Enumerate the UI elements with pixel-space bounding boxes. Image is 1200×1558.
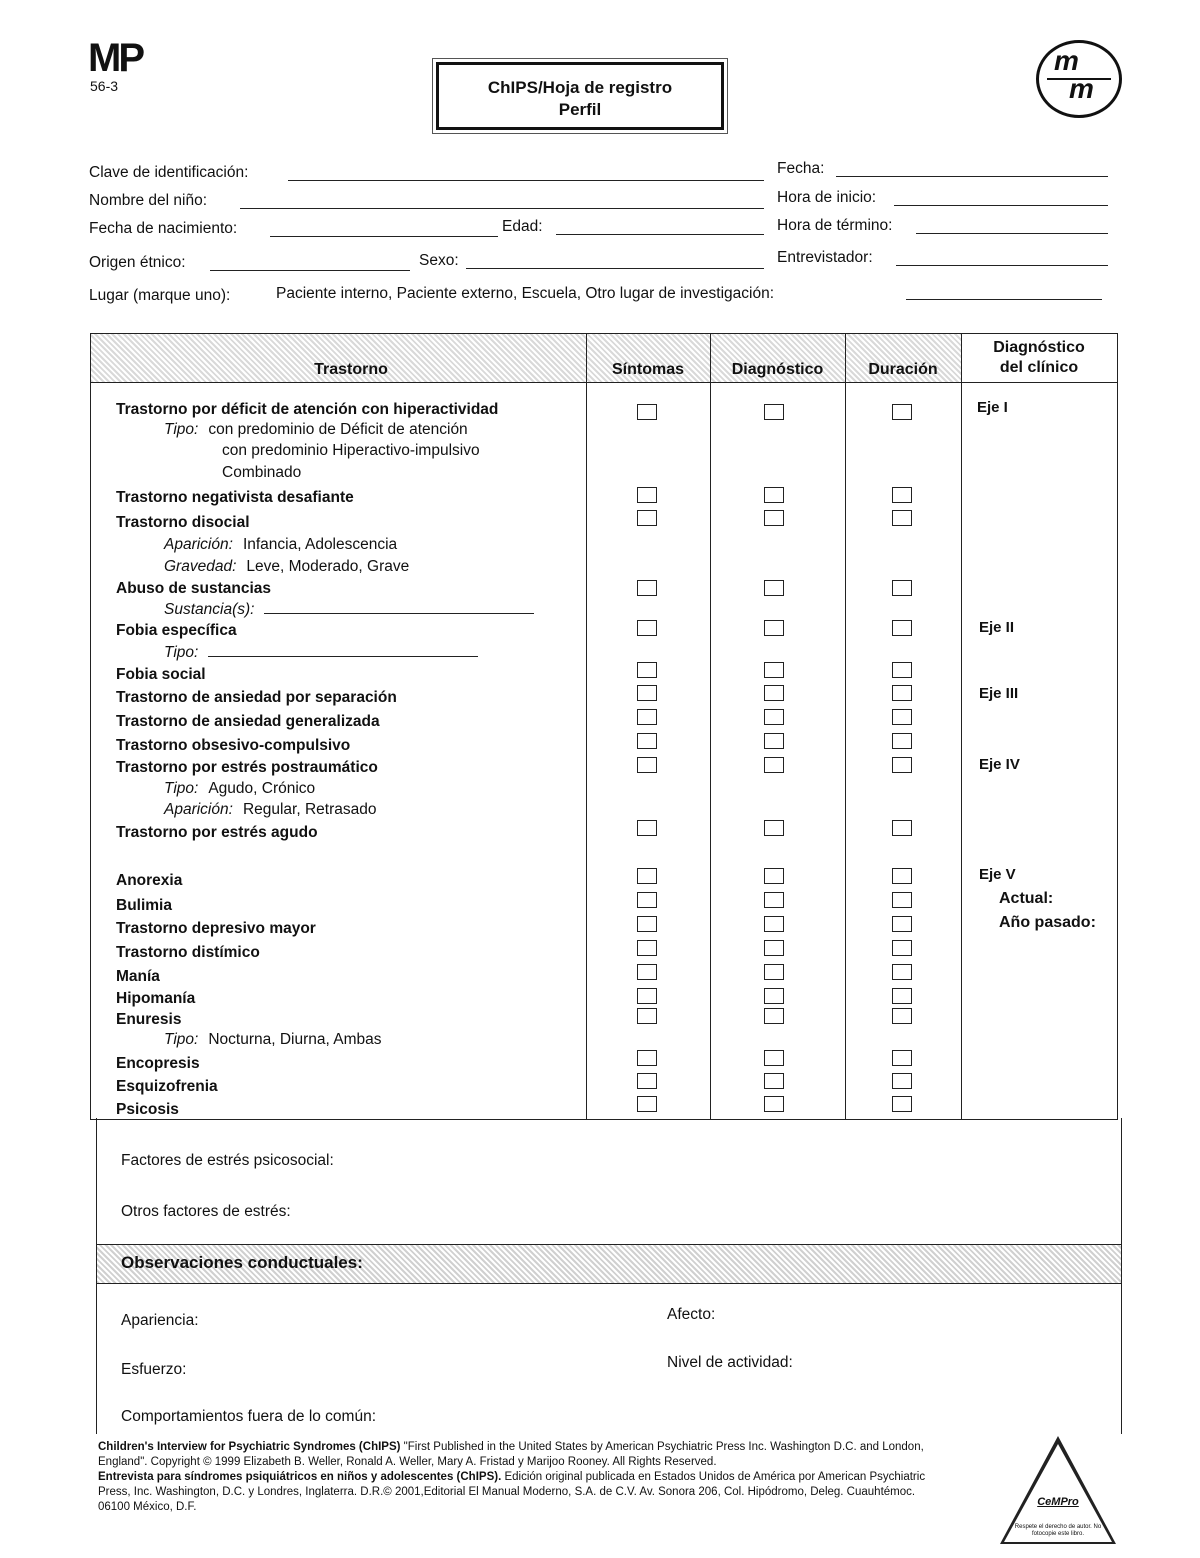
disorder-name: Esquizofrenia: [116, 1078, 218, 1095]
disorder-row: [222, 464, 301, 482]
disorder-row: [116, 401, 498, 419]
disorder-subtype: Combinado: [222, 464, 302, 481]
disorder-name: Fobia social: [116, 666, 206, 683]
disorder-name: Trastorno obsesivo-compulsivo: [116, 737, 351, 754]
birth-date-label: Fecha de nacimiento:: [89, 220, 238, 237]
disorder-subfield-value: Leve, Moderado, Grave: [246, 558, 410, 575]
checkbox-diagnosis[interactable]: [764, 1008, 784, 1024]
disorder-name: Trastorno de ansiedad por separación: [116, 689, 397, 706]
footer-english-title: Children's Interview for Psychiatric Syndromes (ChIPS): [98, 1441, 401, 1453]
disorder-row: [116, 920, 316, 938]
checkbox-diagnosis[interactable]: [764, 404, 784, 420]
checkbox-diagnosis[interactable]: [764, 709, 784, 725]
footer-spanish-title: Entrevista para síndromes psiquiátricos en niños y adolescentes (ChIPS).: [98, 1471, 502, 1483]
disorder-row: [116, 944, 260, 962]
affect-label: Afecto:: [667, 1306, 716, 1323]
axis-5-last-year: Año pasado:: [999, 914, 1096, 931]
disorder-row: [164, 536, 397, 554]
ethnic-label: Origen étnico:: [89, 254, 186, 271]
axis-5: Eje V: [979, 866, 1016, 883]
disorder-subfield-label: Gravedad:: [164, 558, 237, 575]
col-header-symptoms: Síntomas: [611, 361, 684, 378]
fill-in-line[interactable]: [264, 601, 534, 614]
ethnic-field[interactable]: [210, 270, 410, 271]
checkbox-duration[interactable]: [892, 580, 912, 596]
checkbox-symptoms[interactable]: [637, 1050, 657, 1066]
disorder-name: Trastorno de ansiedad generalizada: [116, 713, 380, 730]
checkbox-duration[interactable]: [892, 1073, 912, 1089]
disorder-row: [164, 644, 478, 662]
disorder-name: Trastorno por estrés agudo: [116, 824, 318, 841]
checkbox-diagnosis[interactable]: [764, 620, 784, 636]
disorder-name: Trastorno depresivo mayor: [116, 920, 316, 937]
checkbox-diagnosis[interactable]: [764, 988, 784, 1004]
checkbox-symptoms[interactable]: [637, 510, 657, 526]
title-box: [436, 62, 724, 130]
checkbox-diagnosis[interactable]: [764, 868, 784, 884]
disorder-name: Trastorno disocial: [116, 514, 250, 531]
checkbox-symptoms[interactable]: [637, 685, 657, 701]
col-header-diagnosis: Diagnóstico: [731, 361, 824, 378]
checkbox-duration[interactable]: [892, 620, 912, 636]
checkbox-duration[interactable]: [892, 940, 912, 956]
disorder-name: Manía: [116, 968, 160, 985]
disorder-name: Trastorno por déficit de atención con hiperactividad: [116, 401, 499, 418]
disorder-name: Encopresis: [116, 1055, 200, 1072]
disorder-row: [116, 689, 397, 707]
end-time-label: Hora de término:: [777, 217, 893, 234]
age-field[interactable]: [556, 234, 764, 235]
end-time-field[interactable]: [916, 233, 1108, 234]
disorder-subfield-label: Sustancia(s):: [164, 601, 255, 618]
appearance-label: Apariencia:: [121, 1312, 199, 1329]
disorder-row: [116, 990, 195, 1008]
disorder-row: [164, 558, 409, 576]
start-time-label: Hora de inicio:: [777, 189, 877, 206]
disorder-row: [164, 801, 377, 819]
disorder-row: [116, 713, 380, 731]
checkbox-symptoms[interactable]: [637, 916, 657, 932]
axis-5-current: Actual:: [999, 890, 1054, 907]
checkbox-duration[interactable]: [892, 892, 912, 908]
disorder-row: [164, 421, 468, 439]
place-label: Lugar (marque uno):: [89, 287, 231, 304]
disorder-subfield-value: Nocturna, Diurna, Ambas: [208, 1031, 382, 1048]
checkbox-duration[interactable]: [892, 1008, 912, 1024]
checkbox-diagnosis[interactable]: [764, 916, 784, 932]
date-field[interactable]: [836, 176, 1108, 177]
checkbox-diagnosis[interactable]: [764, 757, 784, 773]
disorder-row: [116, 824, 318, 842]
footer-spanish-text: Edición original publicada en Estados Unidos de América por American Psychiatric Press, Inc. Washington, D.C. y Londres, Inglaterra. D.R.© 2001,Editorial El Manual Moderno, S.A. de C.V. Av. Sonora 206, Col. Hipódromo, Deleg. Cuauhtémoc. 06100 México, D.F.: [98, 1471, 926, 1513]
child-name-field[interactable]: [240, 208, 764, 209]
id-label: Clave de identificación:: [89, 164, 249, 181]
checkbox-diagnosis[interactable]: [764, 580, 784, 596]
disorder-row: [116, 759, 378, 777]
disorder-row: [164, 601, 534, 619]
col-header-clinician-2: del clínico: [999, 359, 1079, 376]
disorder-row: [222, 442, 480, 460]
observations-bar: [97, 1244, 1121, 1284]
disorder-row: [116, 1078, 218, 1096]
checkbox-symptoms[interactable]: [637, 988, 657, 1004]
disorder-subtype: con predominio Hiperactivo-impulsivo: [222, 442, 480, 459]
unusual-behaviors-label: Comportamientos fuera de lo común:: [121, 1408, 377, 1425]
checkbox-diagnosis[interactable]: [764, 662, 784, 678]
disorder-name: Trastorno por estrés postraumático: [116, 759, 378, 776]
checkbox-diagnosis[interactable]: [764, 892, 784, 908]
checkbox-diagnosis[interactable]: [764, 487, 784, 503]
col-header-disorder: Trastorno: [314, 361, 388, 378]
checkbox-duration[interactable]: [892, 757, 912, 773]
psychosocial-stress-label: Factores de estrés psicosocial:: [121, 1152, 334, 1169]
footer-copyright: [98, 1440, 938, 1515]
disorder-subfield-value: Agudo, Crónico: [208, 780, 316, 797]
disorder-row: [116, 666, 206, 684]
header-divider: [91, 382, 1117, 383]
checkbox-symptoms[interactable]: [637, 709, 657, 725]
disorder-row: [116, 622, 237, 640]
checkbox-duration[interactable]: [892, 1096, 912, 1112]
disorder-subfield-label: Tipo:: [164, 780, 199, 797]
col-header-duration: Duración: [868, 361, 938, 378]
form-code: 56-3: [90, 78, 119, 94]
checkbox-symptoms[interactable]: [637, 820, 657, 836]
footer-english-text: "First Published in the United States by American Psychiatric Press Inc. Washington D.C. and London, England". Copyright © 1999 Elizabeth B. Weller, Ronald A. Weller, Mary A. Fristad y Marijoo Rooney. All Rights Reserved.: [98, 1441, 924, 1468]
disorder-name: Enuresis: [116, 1011, 182, 1028]
col-divider-1: [586, 334, 587, 1119]
cempro-logo: CeMPro: [1037, 1496, 1079, 1508]
disorder-name: Trastorno negativista desafiante: [116, 489, 354, 506]
checkbox-duration[interactable]: [892, 404, 912, 420]
checkbox-duration[interactable]: [892, 1050, 912, 1066]
disorder-row: [116, 1055, 200, 1073]
disorder-subfield-value: Regular, Retrasado: [242, 801, 377, 818]
other-stress-label: Otros factores de estrés:: [121, 1203, 291, 1220]
checkbox-duration[interactable]: [892, 868, 912, 884]
col-divider-2: [710, 334, 711, 1119]
checkbox-symptoms[interactable]: [637, 1096, 657, 1112]
age-label: Edad:: [502, 218, 543, 235]
disorder-subfield-label: Tipo:: [164, 1031, 199, 1048]
checkbox-diagnosis[interactable]: [764, 820, 784, 836]
child-name-label: Nombre del niño:: [89, 192, 208, 209]
place-options[interactable]: Paciente interno, Paciente externo, Escuela, Otro lugar de investigación:: [276, 285, 775, 302]
checkbox-symptoms[interactable]: [637, 733, 657, 749]
publisher-logo-m-lower: m: [1069, 73, 1094, 104]
checkbox-duration[interactable]: [892, 733, 912, 749]
disorder-name: Psicosis: [116, 1101, 179, 1118]
lower-section: [96, 1118, 1122, 1434]
checkbox-duration[interactable]: [892, 988, 912, 1004]
start-time-field[interactable]: [894, 205, 1108, 206]
checkbox-symptoms[interactable]: [637, 487, 657, 503]
date-label: Fecha:: [777, 160, 825, 177]
checkbox-duration[interactable]: [892, 510, 912, 526]
checkbox-symptoms[interactable]: [637, 757, 657, 773]
publisher-logo: [1036, 40, 1122, 118]
checkbox-symptoms[interactable]: [637, 892, 657, 908]
disorder-name: Bulimia: [116, 897, 172, 914]
checkbox-symptoms[interactable]: [637, 1073, 657, 1089]
disorder-row: [116, 737, 350, 755]
axis-1: Eje I: [977, 399, 1008, 416]
checkbox-diagnosis[interactable]: [764, 733, 784, 749]
disorder-row: [116, 514, 250, 532]
checkbox-symptoms[interactable]: [637, 620, 657, 636]
checkbox-duration[interactable]: [892, 685, 912, 701]
disorder-row: [116, 580, 271, 598]
checkbox-diagnosis[interactable]: [764, 685, 784, 701]
disorder-name: Trastorno distímico: [116, 944, 260, 961]
checkbox-diagnosis[interactable]: [764, 1050, 784, 1066]
disorder-name: Anorexia: [116, 872, 183, 889]
title-line-1: ChIPS/Hoja de registro: [487, 78, 673, 97]
disorder-name: Fobia específica: [116, 622, 237, 639]
title-line-2: Perfil: [558, 100, 602, 119]
col-header-clinician-1: Diagnóstico: [993, 339, 1085, 356]
checkbox-symptoms[interactable]: [637, 404, 657, 420]
checkbox-symptoms[interactable]: [637, 940, 657, 956]
checkbox-duration[interactable]: [892, 662, 912, 678]
birth-date-field[interactable]: [270, 236, 498, 237]
id-field[interactable]: [288, 180, 764, 181]
checkbox-diagnosis[interactable]: [764, 940, 784, 956]
col-divider-4: [961, 334, 962, 1119]
checkbox-duration[interactable]: [892, 487, 912, 503]
axis-3: Eje III: [979, 685, 1019, 702]
disorder-row: [116, 489, 354, 507]
checkbox-duration[interactable]: [892, 916, 912, 932]
cempro-notice: Respete el derecho de autor. No fotocopie este libro.: [1014, 1524, 1102, 1537]
interviewer-label: Entrevistador:: [777, 249, 873, 266]
disorder-name: Hipomanía: [116, 990, 196, 1007]
disorder-subfield-label: Tipo:: [164, 421, 199, 438]
checkbox-duration[interactable]: [892, 709, 912, 725]
disorder-subfield-label: Aparición:: [164, 536, 233, 553]
checkbox-duration[interactable]: [892, 964, 912, 980]
disorder-row: [164, 780, 315, 798]
disorder-subfield-label: Aparición:: [164, 801, 233, 818]
disorder-row: [116, 872, 182, 890]
checkbox-symptoms[interactable]: [637, 964, 657, 980]
disorder-row: [116, 1011, 181, 1029]
checkbox-symptoms[interactable]: [637, 580, 657, 596]
checkbox-duration[interactable]: [892, 820, 912, 836]
disorder-subfield-value: con predominio de Déficit de atención: [208, 421, 468, 438]
checkbox-symptoms[interactable]: [637, 662, 657, 678]
footer-english: [98, 1440, 938, 1470]
checkbox-diagnosis[interactable]: [764, 1096, 784, 1112]
sex-label: Sexo:: [419, 252, 459, 269]
checkbox-diagnosis[interactable]: [764, 1073, 784, 1089]
publisher-logo-m-upper: m: [1054, 45, 1079, 76]
disorder-name: Abuso de sustancias: [116, 580, 272, 597]
mp-logo: MP: [88, 36, 142, 80]
activity-level-label: Nivel de actividad:: [667, 1354, 793, 1371]
disorder-subfield-label: Tipo:: [164, 644, 199, 661]
checkbox-diagnosis[interactable]: [764, 964, 784, 980]
sex-field[interactable]: [466, 268, 764, 269]
disorder-subfield-value: Infancia, Adolescencia: [242, 536, 398, 553]
checkbox-diagnosis[interactable]: [764, 510, 784, 526]
col-divider-3: [845, 334, 846, 1119]
disorder-row: [116, 897, 172, 915]
interviewer-field[interactable]: [896, 265, 1108, 266]
disorder-row: [164, 1031, 382, 1049]
axis-4: Eje IV: [979, 756, 1020, 773]
footer-spanish: [98, 1470, 938, 1515]
axis-2: Eje II: [979, 619, 1015, 636]
checkbox-symptoms[interactable]: [637, 868, 657, 884]
effort-label: Esfuerzo:: [121, 1361, 187, 1378]
observations-title: Observaciones conductuales:: [121, 1253, 363, 1272]
checkbox-symptoms[interactable]: [637, 1008, 657, 1024]
disorder-row: [116, 1101, 179, 1119]
other-place-field[interactable]: [906, 299, 1102, 300]
disorder-row: [116, 968, 160, 986]
fill-in-line[interactable]: [208, 644, 478, 657]
